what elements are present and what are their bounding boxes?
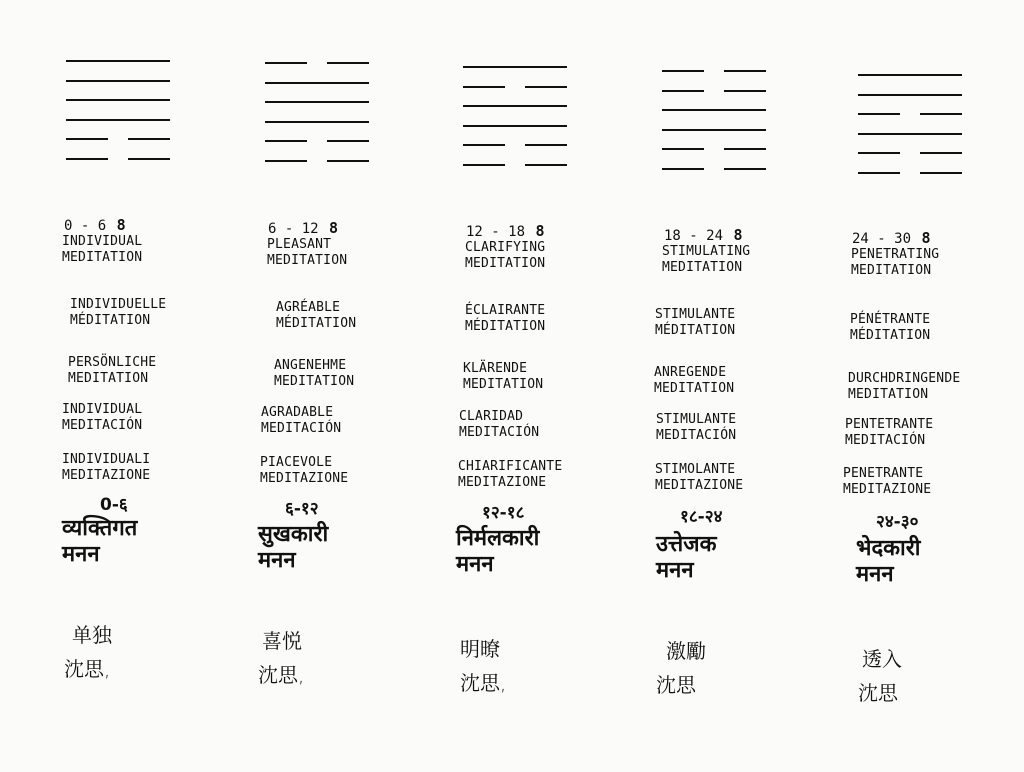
age-range: 18 - 24 8 [664, 226, 743, 244]
broken-line [662, 148, 766, 150]
italian-label: PENETRANTE MEDITAZIONE [843, 466, 932, 497]
hexagram-5 [858, 74, 962, 174]
age-range: 24 - 30 8 [852, 229, 931, 247]
chinese-label: 单独 沈思, [64, 623, 112, 681]
german-label: PERSÖNLICHE MEDITATION [68, 355, 157, 386]
spanish-label: PENTETRANTE MEDITACIÓN [845, 417, 934, 448]
hindi-range: 0-६ [100, 495, 128, 515]
solid-line [858, 94, 962, 96]
broken-line [858, 172, 962, 174]
spanish-label: STIMULANTE MEDITACIÓN [656, 412, 737, 443]
solid-line [265, 101, 369, 103]
hexagram-2 [265, 62, 369, 162]
solid-line [858, 74, 962, 76]
french-label: ÉCLAIRANTE MÉDITATION [465, 303, 546, 334]
solid-line [66, 80, 170, 82]
italian-label: CHIARIFICANTE MEDITAZIONE [458, 459, 563, 490]
solid-line [858, 133, 962, 135]
english-label: PENETRATING MEDITATION [851, 247, 940, 278]
italian-label: PIACEVOLE MEDITAZIONE [260, 455, 349, 486]
solid-line [463, 105, 567, 107]
solid-line [662, 109, 766, 111]
english-label: INDIVIDUAL MEDITATION [62, 234, 143, 265]
broken-line [858, 152, 962, 154]
solid-line [66, 99, 170, 101]
solid-line [463, 125, 567, 127]
broken-line [463, 164, 567, 166]
english-label: STIMULATING MEDITATION [662, 244, 751, 275]
hindi-range: १२-१८ [482, 503, 525, 523]
broken-line [265, 160, 369, 162]
broken-line [662, 70, 766, 72]
chinese-label: 明暸 沈思, [460, 637, 507, 695]
solid-line [265, 82, 369, 84]
hindi-label: सुखकारी मनन [258, 522, 329, 573]
italian-label: STIMOLANTE MEDITAZIONE [655, 462, 744, 493]
broken-line [463, 86, 567, 88]
age-range: 0 - 6 8 [64, 216, 126, 234]
solid-line [66, 119, 170, 121]
french-label: PÉNÉTRANTE MÉDITATION [850, 312, 931, 343]
french-label: INDIVIDUELLE MÉDITATION [70, 297, 167, 328]
broken-line [662, 90, 766, 92]
knot-symbol: 8 [329, 219, 339, 237]
solid-line [66, 60, 170, 62]
knot-symbol: 8 [921, 229, 931, 247]
broken-line [463, 144, 567, 146]
spanish-label: AGRADABLE MEDITACIÓN [261, 405, 342, 436]
french-label: AGRÉABLE MÉDITATION [276, 300, 357, 331]
broken-line [265, 62, 369, 64]
german-label: ANREGENDE MEDITATION [654, 365, 735, 396]
age-range: 6 - 12 8 [268, 219, 339, 237]
knot-symbol: 8 [733, 226, 743, 244]
broken-line [662, 168, 766, 170]
hindi-range: १८-२४ [680, 507, 723, 527]
hindi-range: ६-१२ [285, 499, 319, 519]
hexagram-3 [463, 66, 567, 166]
hexagram-4 [662, 70, 766, 170]
french-label: STIMULANTE MÉDITATION [655, 307, 736, 338]
broken-line [858, 113, 962, 115]
hindi-label: उत्तेजक मनन [656, 532, 717, 583]
chinese-label: 激勵 沈思 [656, 639, 706, 697]
solid-line [662, 129, 766, 131]
german-label: KLÄRENDE MEDITATION [463, 361, 544, 392]
broken-line [66, 138, 170, 140]
hindi-range: २४-३० [876, 512, 919, 532]
spanish-label: CLARIDAD MEDITACIÓN [459, 409, 540, 440]
italian-label: INDIVIDUALI MEDITAZIONE [62, 452, 151, 483]
hindi-label: भेदकारी मनन [856, 536, 921, 587]
hindi-label: निर्मलकारी मनन [456, 526, 540, 577]
english-label: CLARIFYING MEDITATION [465, 240, 546, 271]
chinese-label: 透入 沈思 [858, 647, 902, 705]
hexagram-1 [66, 60, 170, 160]
solid-line [265, 121, 369, 123]
spanish-label: INDIVIDUAL MEDITACIÓN [62, 402, 143, 433]
chinese-label: 喜悦 沈思, [258, 629, 305, 687]
german-label: DURCHDRINGENDE MEDITATION [848, 371, 961, 402]
broken-line [66, 158, 170, 160]
broken-line [265, 140, 369, 142]
german-label: ANGENEHME MEDITATION [274, 358, 355, 389]
solid-line [463, 66, 567, 68]
english-label: PLEASANT MEDITATION [267, 237, 348, 268]
hindi-label: व्यक्तिगत मनन [62, 516, 138, 567]
knot-symbol: 8 [535, 222, 545, 240]
age-range: 12 - 18 8 [466, 222, 545, 240]
knot-symbol: 8 [116, 216, 126, 234]
